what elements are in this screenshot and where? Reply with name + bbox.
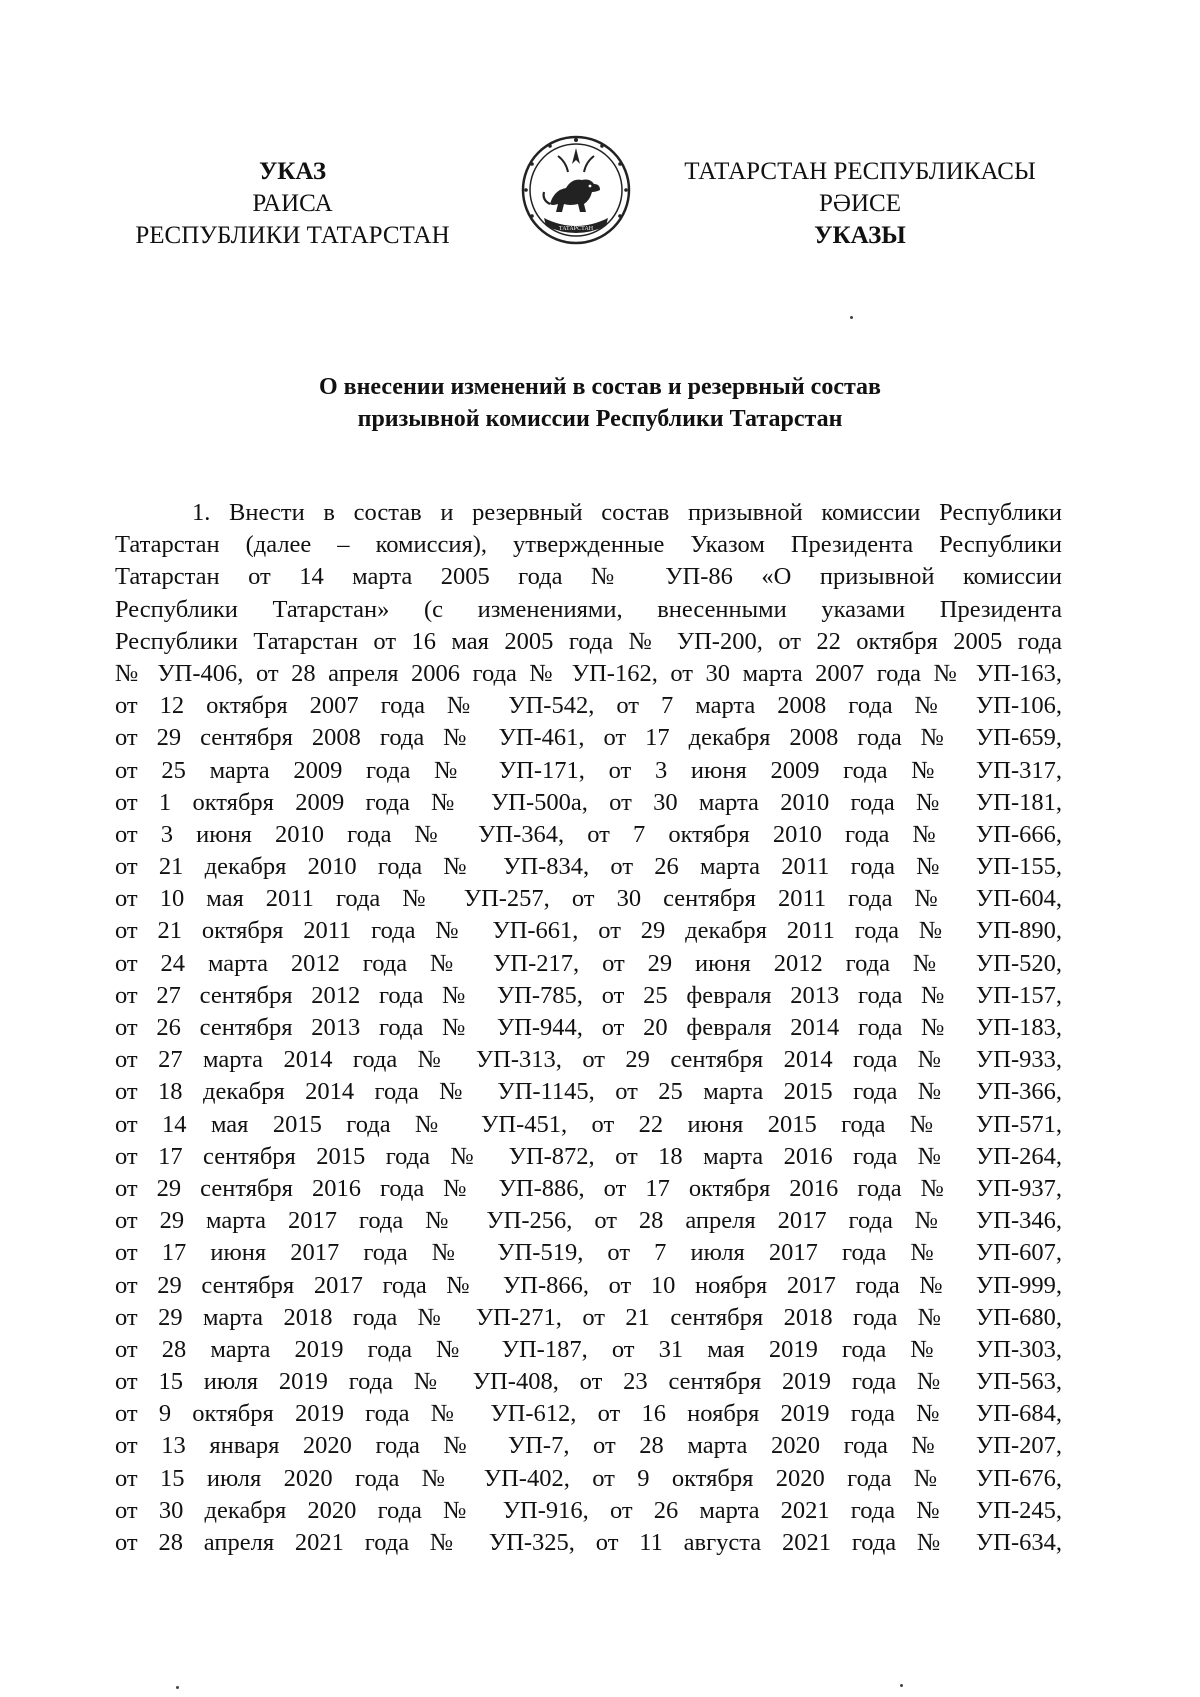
- body-line: от 27 сентября 2012 года № УП-785, от 25 февраля 2013 года № УП-157,: [115, 981, 1062, 1009]
- body-line: от 1 октября 2009 года № УП-500а, от 30 марта 2010 года № УП-181,: [115, 788, 1062, 816]
- body-line: от 10 мая 2011 года № УП-257, от 30 сентября 2011 года № УП-604,: [115, 885, 1062, 913]
- header-left-block: [110, 156, 475, 252]
- body-line: от 15 июля 2020 года № УП-402, от 9 октября 2020 года № УП-676,: [115, 1464, 1062, 1492]
- body-line: от 28 марта 2019 года № УП-187, от 31 мая 2019 года № УП-303,: [115, 1335, 1062, 1363]
- body-line: от 28 апреля 2021 года № УП-325, от 11 августа 2021 года № УП-634,: [115, 1529, 1062, 1556]
- tatarstan-coat-of-arms-icon: [520, 134, 632, 246]
- body-line: от 18 декабря 2014 года № УП-1145, от 25 марта 2015 года № УП-366,: [115, 1078, 1062, 1106]
- scan-speck: [900, 1684, 903, 1687]
- document-title: [150, 371, 1050, 435]
- issuer-label-tatar: РӘИСЕ: [819, 190, 901, 217]
- body-line: Татарстан (далее – комиссия), утвержденные Указом Президента Республики: [115, 531, 1062, 559]
- header-right-block: [650, 156, 1070, 252]
- body-line: от 21 декабря 2010 года № УП-834, от 26 марта 2011 года № УП-155,: [115, 853, 1062, 881]
- body-line: от 12 октября 2007 года № УП-542, от 7 марта 2008 года № УП-106,: [115, 692, 1062, 720]
- scan-speck: [176, 1686, 179, 1689]
- body-line: от 26 сентября 2013 года № УП-944, от 20 февраля 2014 года № УП-183,: [115, 1014, 1062, 1041]
- scan-speck: [850, 316, 853, 319]
- body-line: от 29 сентября 2016 года № УП-886, от 17 октября 2016 года № УП-937,: [115, 1174, 1062, 1202]
- body-line: от 27 марта 2014 года № УП-313, от 29 сентября 2014 года № УП-933,: [115, 1046, 1062, 1074]
- body-line: от 3 июня 2010 года № УП-364, от 7 октября 2010 года № УП-666,: [115, 820, 1062, 848]
- body-line: от 29 марта 2017 года № УП-256, от 28 апреля 2017 года № УП-346,: [115, 1207, 1062, 1235]
- title-line: О внесении изменений в состав и резервный состав: [318, 374, 882, 400]
- decree-label-tatar: УКАЗЫ: [814, 222, 906, 249]
- body-line: от 17 сентября 2015 года № УП-872, от 18 марта 2016 года № УП-264,: [115, 1142, 1062, 1170]
- body-line: от 30 декабря 2020 года № УП-916, от 26 марта 2021 года № УП-245,: [115, 1496, 1062, 1524]
- body-line: от 13 января 2020 года № УП-7, от 28 марта 2020 года № УП-207,: [115, 1432, 1062, 1460]
- republic-label: РЕСПУБЛИКИ ТАТАРСТАН: [135, 222, 450, 249]
- body-line: Татарстан от 14 марта 2005 года № УП-86 «О призывной комиссии: [115, 563, 1062, 591]
- document-body: [115, 497, 1062, 1559]
- decree-label: УКАЗ: [258, 158, 327, 185]
- body-line: от 25 марта 2009 года № УП-171, от 3 июня 2009 года № УП-317,: [115, 756, 1062, 784]
- title-line: призывной комиссии Республики Татарстан: [357, 406, 843, 432]
- body-line: Республики Татарстан» (с изменениями, внесенными указами Президента: [115, 595, 1062, 623]
- svg-text:ТАТАРСТАН: ТАТАРСТАН: [558, 226, 594, 232]
- body-line: от 29 сентября 2008 года № УП-461, от 17 декабря 2008 года № УП-659,: [115, 724, 1062, 752]
- issuer-label: РАИСА: [252, 190, 333, 217]
- body-line: от 14 мая 2015 года № УП-451, от 22 июня 2015 года № УП-571,: [115, 1110, 1062, 1138]
- republic-label-tatar: ТАТАРСТАН РЕСПУБЛИКАСЫ: [684, 158, 1036, 185]
- body-line: от 9 октября 2019 года № УП-612, от 16 ноября 2019 года № УП-684,: [115, 1400, 1062, 1428]
- body-line: от 24 марта 2012 года № УП-217, от 29 июня 2012 года № УП-520,: [115, 949, 1062, 977]
- body-line: от 21 октября 2011 года № УП-661, от 29 декабря 2011 года № УП-890,: [115, 917, 1062, 945]
- body-line: Республики Татарстан от 16 мая 2005 года № УП-200, от 22 октября 2005 года: [115, 627, 1062, 655]
- body-line: от 29 марта 2018 года № УП-271, от 21 сентября 2018 года № УП-680,: [115, 1303, 1062, 1331]
- body-line: от 29 сентября 2017 года № УП-866, от 10 ноября 2017 года № УП-999,: [115, 1271, 1062, 1299]
- body-line: 1. Внести в состав и резервный состав призывной комиссии Республики: [192, 499, 1062, 526]
- body-line: от 15 июля 2019 года № УП-408, от 23 сентября 2019 года № УП-563,: [115, 1368, 1062, 1396]
- body-line: от 17 июня 2017 года № УП-519, от 7 июля 2017 года № УП-607,: [115, 1239, 1062, 1267]
- body-line: № УП-406, от 28 апреля 2006 года № УП-162, от 30 марта 2007 года № УП-163,: [115, 659, 1062, 687]
